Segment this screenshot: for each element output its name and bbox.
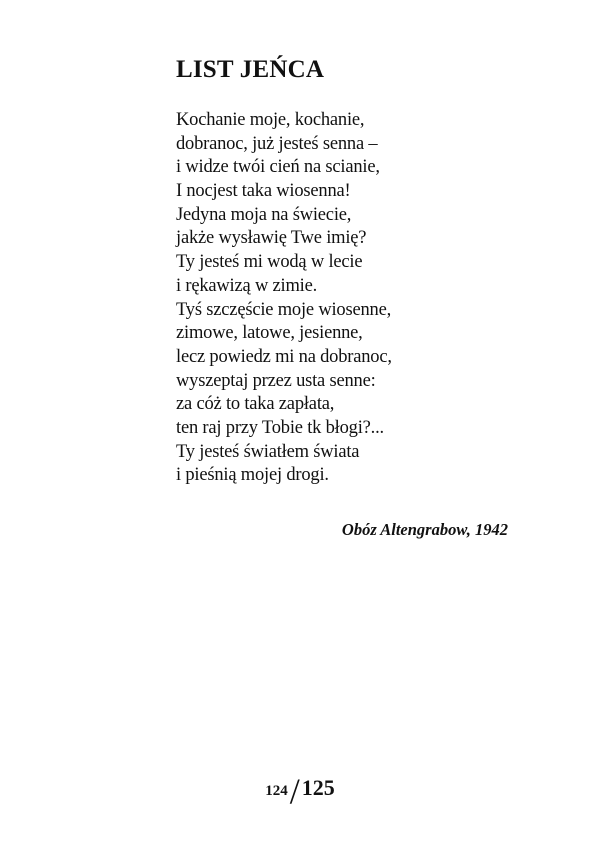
poem-line: lecz powiedz mi na dobranoc, xyxy=(176,346,392,367)
poem-line: zimowe, latowe, jesienne, xyxy=(176,323,363,344)
poem-line: i pieśnią mojej drogi. xyxy=(176,465,329,486)
poem-signature: Obóz Altengrabow, 1942 xyxy=(341,520,508,539)
poem-line: za cóż to taka zapłata, xyxy=(176,394,335,415)
poem-line: Tyś szczęście moje wiosenne, xyxy=(176,299,392,320)
poem-line: I nocjest taka wiosenna! xyxy=(176,181,351,202)
poem-line: jakże wysławię Twe imię? xyxy=(176,228,367,249)
poem-line: ten raj przy Tobie tk błogi?... xyxy=(176,417,384,438)
poem-line: wyszeptaj przez usta senne: xyxy=(176,370,376,391)
poem-line: i widze twói cień na scianie, xyxy=(176,157,380,178)
poem-line: dobranoc, już jesteś senna – xyxy=(176,133,378,154)
poem-line: i rękawizą w zimie. xyxy=(176,275,318,296)
poem-line: Ty jesteś mi wodą w lecie xyxy=(176,252,363,273)
total-page-number: 125 xyxy=(301,775,335,800)
page-separator: / xyxy=(289,771,300,811)
page-number xyxy=(0,770,600,810)
poem-line: Ty jesteś światłem świata xyxy=(176,441,360,462)
poem-line: Jedyna moja na świecie, xyxy=(176,204,352,225)
current-page-number: 124 xyxy=(265,783,288,799)
poem-line: Kochanie moje, kochanie, xyxy=(176,110,365,130)
poem-title: LIST JEŃCA xyxy=(176,56,325,83)
poem-body xyxy=(176,109,392,488)
